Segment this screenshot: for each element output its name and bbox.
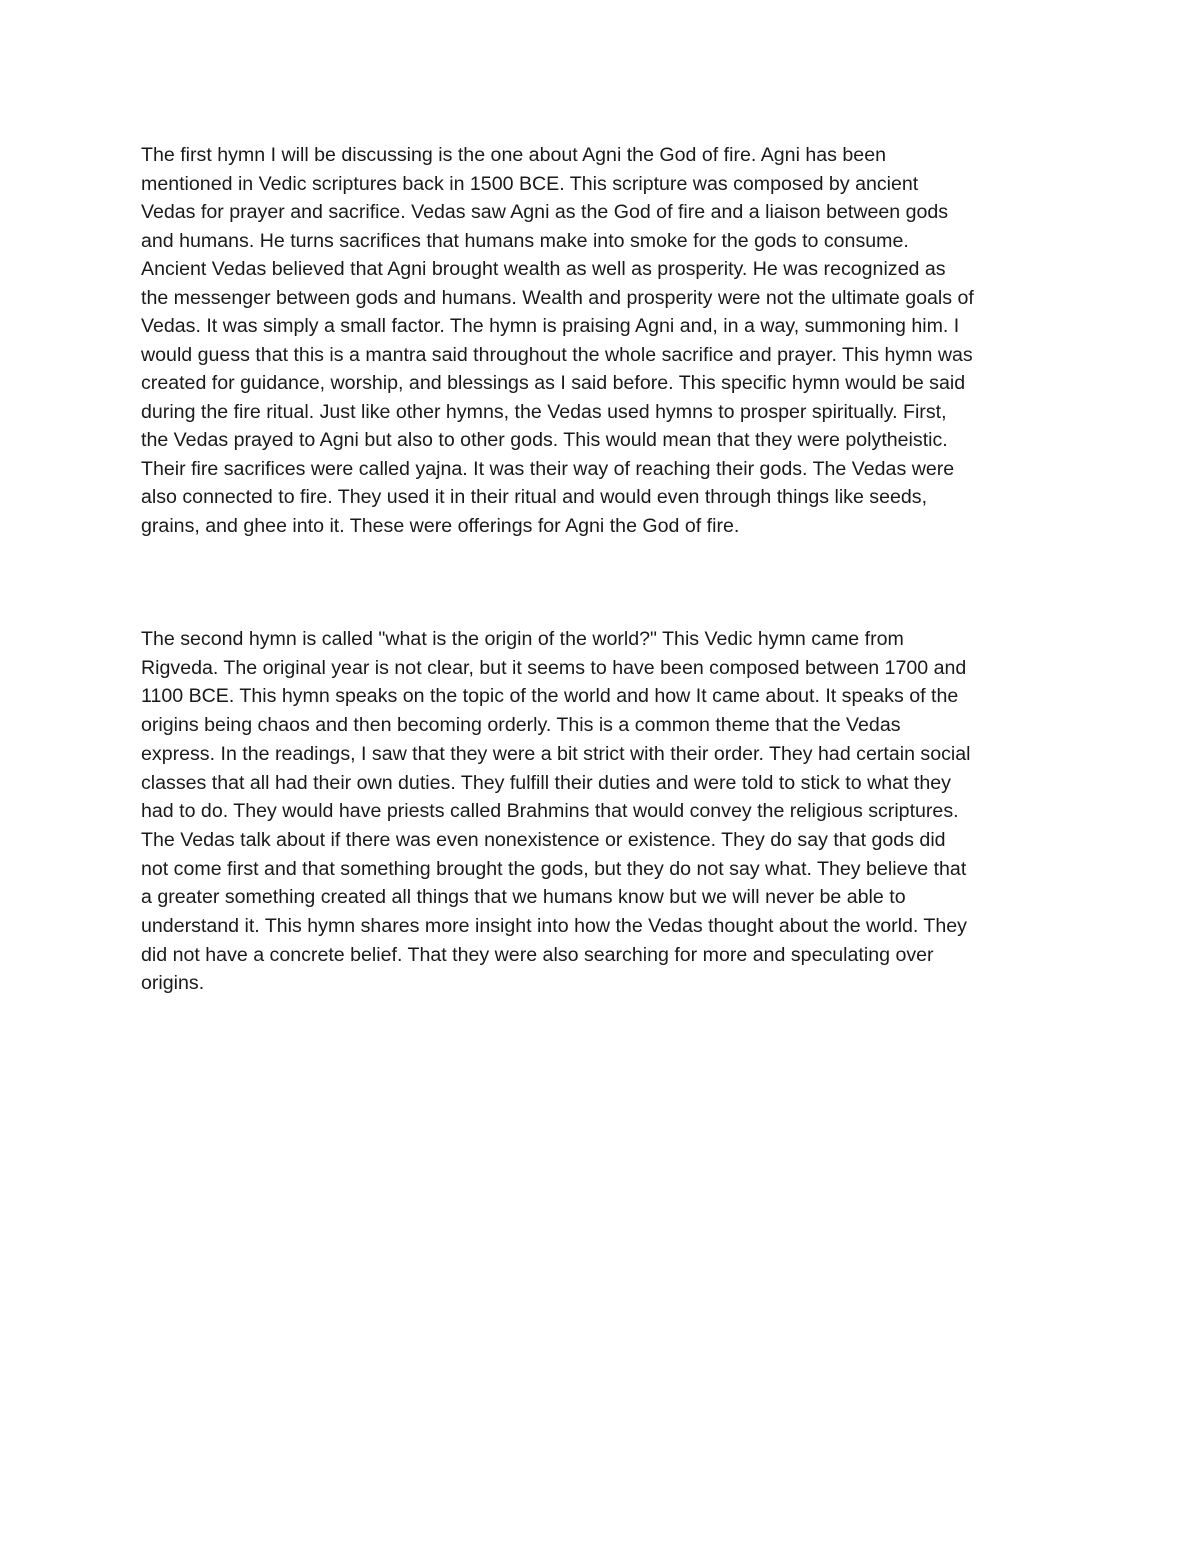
paragraph-line: express. In the readings, I saw that they were a bit strict with their order. They had certain social: [141, 742, 971, 765]
paragraph-line: would guess that this is a mantra said throughout the whole sacrifice and prayer. This hymn was: [141, 343, 973, 366]
paragraph-line: during the fire ritual. Just like other hymns, the Vedas used hymns to prosper spiritually. First,: [141, 400, 947, 423]
paragraph-line: created for guidance, worship, and blessings as I said before. This specific hymn would be said: [141, 372, 966, 394]
paragraph-line: did not have a concrete belief. That they were also searching for more and speculating over: [141, 943, 934, 966]
paragraph-line: classes that all had their own duties. They fulfill their duties and were told to stick to what they: [141, 771, 951, 794]
paragraph-line: Rigveda. The original year is not clear, but it seems to have been composed between 1700 and: [141, 656, 967, 679]
paragraph-line: grains, and ghee into it. These were offerings for Agni the God of fire.: [141, 514, 740, 537]
paragraph-line: a greater something created all things that we humans know but we will never be able to: [141, 886, 906, 909]
paragraph-line: mentioned in Vedic scriptures back in 1500 BCE. This scripture was composed by ancient: [141, 172, 919, 195]
paragraph-line: The first hymn I will be discussing is the one about Agni the God of fire. Agni has been: [141, 144, 886, 166]
paragraph-line: Their fire sacrifices were called yajna. It was their way of reaching their gods. The Vedas were: [141, 457, 955, 480]
paragraph-line: origins being chaos and then becoming orderly. This is a common theme that the Vedas: [141, 714, 901, 737]
paragraph-line: had to do. They would have priests called Brahmins that would convey the religious scriptures.: [141, 800, 959, 823]
paragraph-line: the messenger between gods and humans. Wealth and prosperity were not the ultimate goals of: [141, 286, 974, 309]
paragraph-line: also connected to fire. They used it in their ritual and would even through things like seeds,: [141, 486, 928, 508]
paragraph-line: The Vedas talk about if there was even nonexistence or existence. They do say that gods did: [141, 828, 946, 851]
paragraph-line: The second hymn is called "what is the origin of the world?" This Vedic hymn came from: [141, 628, 904, 650]
paragraph-line: and humans. He turns sacrifices that humans make into smoke for the gods to consume.: [141, 229, 909, 252]
paragraph-line: Vedas. It was simply a small factor. The hymn is praising Agni and, in a way, summoning him. I: [141, 315, 960, 337]
paragraph-line: Ancient Vedas believed that Agni brought wealth as well as prosperity. He was recognized as: [141, 258, 946, 280]
paragraph-line: understand it. This hymn shares more insight into how the Vedas thought about the world. They: [141, 915, 967, 937]
paragraph-line: origins.: [141, 972, 205, 995]
paragraph-line: Vedas for prayer and sacrifice. Vedas saw Agni as the God of fire and a liaison between gods: [141, 201, 949, 223]
paragraph-line: 1100 BCE. This hymn speaks on the topic of the world and how It came about. It speaks of the: [141, 685, 959, 708]
paragraph-line: the Vedas prayed to Agni but also to other gods. This would mean that they were polytheistic.: [141, 429, 948, 451]
paragraph-line: not come first and that something brought the gods, but they do not say what. They believe that: [141, 857, 967, 880]
